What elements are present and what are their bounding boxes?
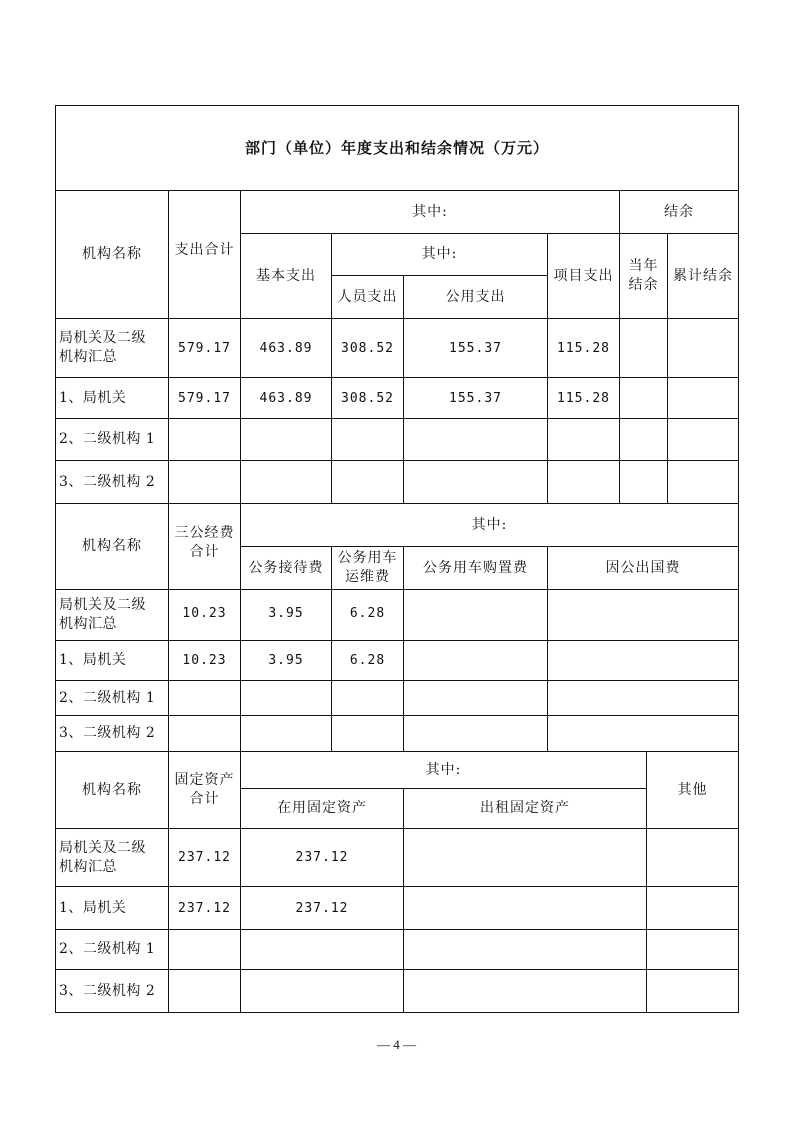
header-of-which-3: 其中: (425, 761, 462, 778)
header-in-use-fixed-assets: 在用固定资产 (277, 800, 367, 816)
header-org-name-2: 机构名称 (82, 538, 142, 554)
s1-row1-project: 115.28 (557, 340, 610, 356)
s1-row2-name: 1、局机关 (59, 389, 127, 406)
header-rented-fixed-assets: 出租固定资产 (480, 800, 570, 816)
s1-row1-personnel: 308.52 (341, 340, 394, 356)
header-reception-fee: 公务接待费 (248, 559, 324, 576)
header-basic-expense: 基本支出 (256, 267, 316, 284)
s2-row2-reception: 3.95 (268, 653, 304, 668)
s1-row1-name: 局机关及二级 机构汇总 (59, 330, 146, 365)
header-cumulative-balance: 累计结余 (673, 267, 733, 284)
s1-row2-personnel: 308.52 (341, 390, 394, 406)
header-car-purchase-fee: 公务用车购置费 (423, 559, 528, 576)
s3-row2-name: 1、局机关 (59, 899, 127, 916)
header-of-which-basic: 其中: (421, 246, 458, 262)
page-number: — 4 — (377, 1037, 416, 1052)
s2-row1-total: 10.23 (182, 606, 227, 621)
s3-row2-in-use: 237.12 (295, 900, 349, 916)
header-public-expense: 公用支出 (445, 288, 506, 305)
header-org-name-3: 机构名称 (82, 781, 142, 798)
header-fixed-asset-total: 固定资产 合计 (174, 772, 235, 807)
s1-row2-project: 115.28 (557, 390, 610, 406)
s2-row1-name: 局机关及二级 机构汇总 (59, 597, 146, 632)
s3-row1-name: 局机关及二级 机构汇总 (59, 839, 146, 875)
header-of-which-2: 其中: (471, 516, 508, 533)
s3-row4-name: 3、二级机构 2 (59, 982, 156, 999)
s2-row3-name: 2、二级机构 1 (59, 689, 156, 706)
header-personnel-expense: 人员支出 (337, 288, 398, 305)
s1-row2-basic: 463.89 (259, 390, 313, 406)
header-three-public-total: 三公经费 合计 (174, 525, 235, 560)
s1-row1-public: 155.37 (449, 340, 502, 356)
header-current-year-balance: 当年 结余 (628, 258, 659, 293)
s3-row2-total: 237.12 (178, 900, 231, 916)
s3-row1-in-use: 237.12 (295, 850, 349, 865)
s2-row2-name: 1、局机关 (59, 652, 127, 668)
s2-row1-car-maint: 6.28 (349, 606, 386, 621)
s2-row2-total: 10.23 (182, 653, 227, 668)
s3-row3-name: 2、二级机构 1 (59, 941, 156, 957)
s1-row2-total: 579.17 (178, 390, 231, 406)
header-other: 其他 (677, 781, 708, 798)
s2-row2-car-maint: 6.28 (349, 653, 386, 668)
s1-row4-name: 3、二级机构 2 (59, 473, 156, 490)
table-title: 部门（单位）年度支出和结余情况（万元） (244, 138, 549, 157)
s1-row1-total: 579.17 (178, 340, 231, 356)
header-abroad-fee: 因公出国费 (605, 559, 681, 576)
header-expense-total: 支出合计 (174, 242, 235, 258)
s2-row1-reception: 3.95 (268, 606, 304, 621)
s1-row1-basic: 463.89 (259, 340, 313, 356)
s2-row4-name: 3、二级机构 2 (59, 725, 156, 741)
header-of-which: 其中: (412, 203, 448, 220)
s1-row3-name: 2、二级机构 1 (59, 431, 156, 447)
header-car-maintenance-fee: 公务用车 运维费 (337, 550, 398, 585)
header-balance: 结余 (664, 203, 694, 220)
header-project-expense: 项目支出 (553, 267, 614, 284)
s3-row1-total: 237.12 (178, 850, 231, 865)
s1-row2-public: 155.37 (449, 390, 502, 406)
header-org-name: 机构名称 (82, 246, 142, 262)
